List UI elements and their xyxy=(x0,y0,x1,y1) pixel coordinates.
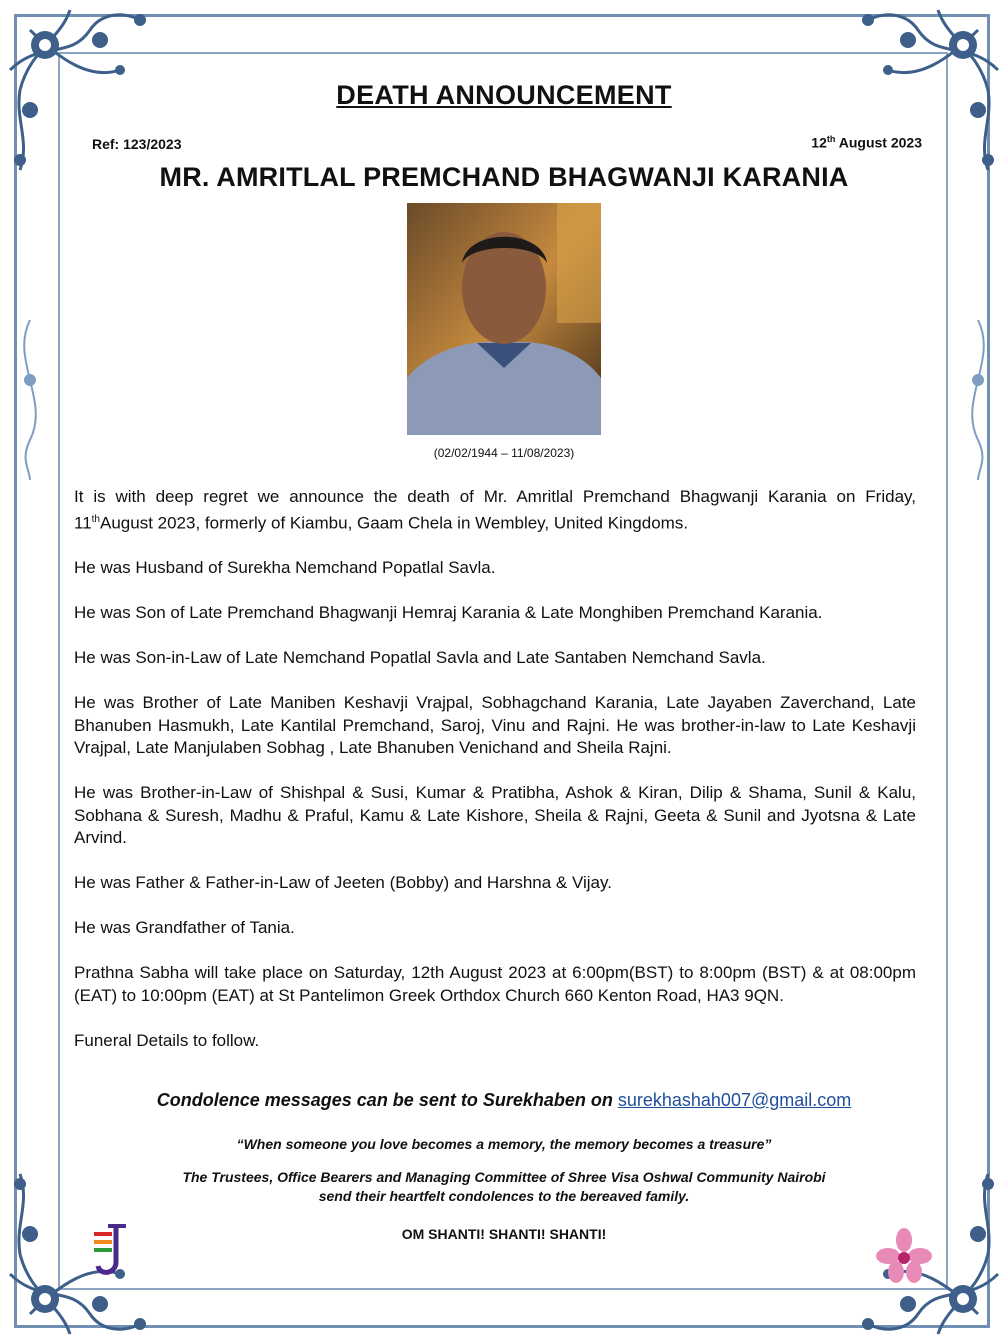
community-logo-icon xyxy=(90,1222,132,1280)
husband-paragraph: He was Husband of Surekha Nemchand Popatlal Savla. xyxy=(74,558,496,578)
deceased-name: MR. AMRITLAL PREMCHAND BHAGWANJI KARANIA xyxy=(159,162,849,192)
portrait-photo xyxy=(407,203,601,435)
son-paragraph: He was Son of Late Premchand Bhagwanji Hemraj Karania & Late Monghiben Premchand Karania. xyxy=(74,603,823,623)
son-in-law-paragraph: He was Son-in-Law of Late Nemchand Popatlal Savla and Late Santaben Nemchand Savla. xyxy=(74,648,766,668)
father-paragraph: He was Father & Father-in-Law of Jeeten (Bobby) and Harshna & Vijay. xyxy=(74,873,612,893)
email-link[interactable]: surekhashah007@gmail.com xyxy=(617,1090,852,1110)
brother-paragraph: He was Brother of Late Maniben Keshavji Vrajpal, Sobhagchand Karania, Late Jayaben Zaverchand, Late Bhanuben Hasmukh, Late Kantilal Premchand, Saroj, Vinu and Rajni. He was brother-in-law to Late Keshavji Vrajpal, Late Manjulaben Sobhag , Late Bhanuben Venichand and Sheila Rajni. xyxy=(74,693,916,758)
reference-number: Ref: 123/2023 xyxy=(92,136,182,152)
intro-paragraph: It is with deep regret we announce the death of Mr. Amritlal Premchand Bhagwanji Karania on Friday, 11thAugust 2023, formerly of Kiambu, Gaam Chela in Wembley, United Kingdoms. xyxy=(74,487,916,533)
grandfather-paragraph: He was Grandfather of Tania. xyxy=(74,918,295,938)
life-dates: (02/02/1944 – 11/08/2023) xyxy=(433,446,575,460)
trustees-line-2: send their heartfelt condolences to the bereaved family. xyxy=(318,1188,690,1204)
funeral-paragraph: Funeral Details to follow. xyxy=(74,1030,260,1050)
closing-prayer: OM SHANTI! SHANTI! SHANTI! xyxy=(401,1226,607,1242)
announcement-date: 12th August 2023 xyxy=(811,134,922,151)
memorial-quote: “When someone you love becomes a memory, the memory becomes a treasure” xyxy=(236,1136,772,1152)
trustees-message xyxy=(0,1168,1008,1206)
announcement-body xyxy=(74,486,916,1075)
orchid-flower-icon xyxy=(876,1228,932,1284)
page-title: DEATH ANNOUNCEMENT xyxy=(336,80,672,110)
trustees-line-1: The Trustees, Office Bearers and Managing Committee of Shree Visa Oshwal Community Nairobi xyxy=(182,1169,826,1185)
condolence-line: Condolence messages can be sent to Surekhaben on surekhashah007@gmail.com xyxy=(156,1090,852,1110)
prathna-sabha-paragraph: Prathna Sabha will take place on Saturday, 12th August 2023 at 6:00pm(BST) to 8:00pm (BST) & at 08:00pm (EAT) to 10:00pm (EAT) at St Pantelimon Greek Orthdox Church 660 Kenton Road, HA3 9QN. xyxy=(74,963,916,1005)
brother-in-law-paragraph: He was Brother-in-Law of Shishpal & Susi, Kumar & Pratibha, Ashok & Kiran, Dilip & Shama, Sunil & Kalu, Sobhana & Suresh, Madhu & Praful, Kamu & Late Kishore, Sheila & Rajni, Geeta & Sunil and Jyotsna & Late Arvind. xyxy=(74,783,916,848)
